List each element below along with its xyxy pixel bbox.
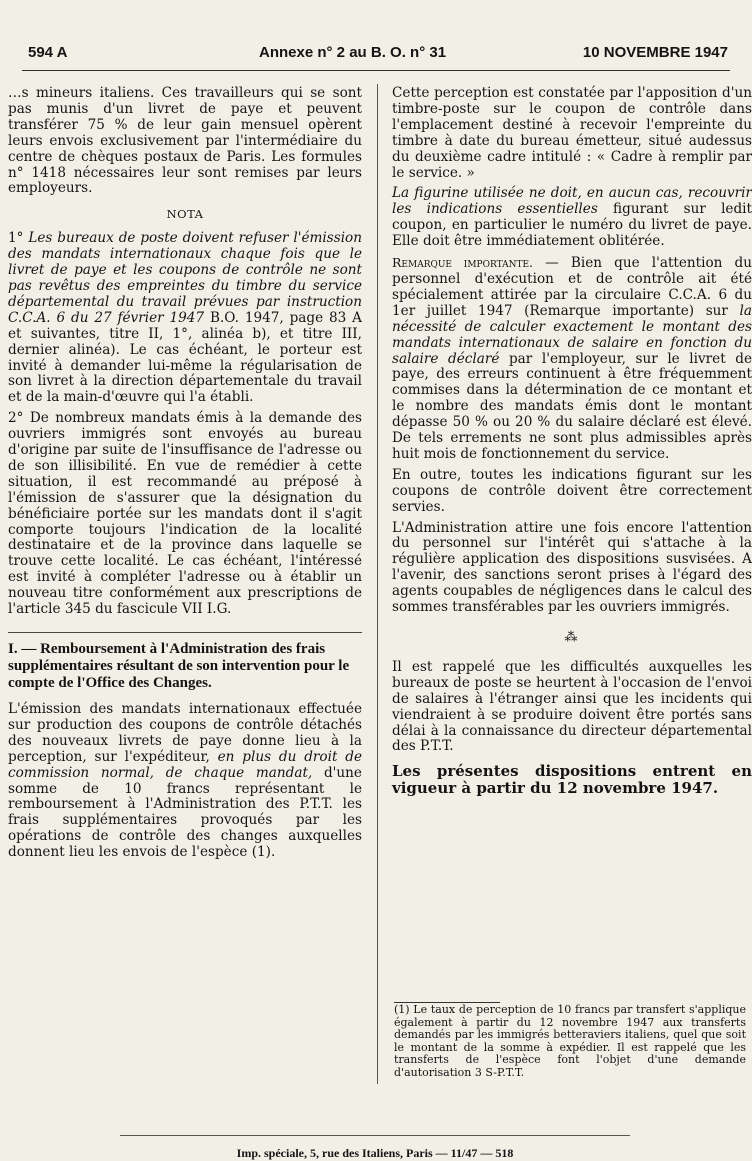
nota-heading: NOTA (166, 207, 204, 222)
reimbursement-paragraph (8, 702, 362, 861)
page-number: 594 A (28, 44, 68, 61)
column-divider (377, 84, 378, 1084)
footnote: (1) Le taux de perception de 10 francs par transfert s'applique également à partir du 12 novembre 1947 aux transferts demandés par les immigrés betteraviers italiens, quel que soit le montant de la somme à expédier. Il est rappelé que les transferts de l'espèce font l'objet d'une demande d'autorisation 3 S-P.T.T. (394, 1003, 746, 1079)
page-header (24, 44, 728, 68)
administration-paragraph: L'Administration attire une fois encore l'attention du personnel sur l'intérêt qui s'attache à la régulière application des dispositions susvisées. A l'avenir, des sanctions seront prises à l'égard des agents coupables de négligences dans le calcul des sommes transférables par les ouvriers immigrés. (392, 519, 752, 616)
difficulties-paragraph: Il est rappelé que les difficultés auxquelles les bureaux de poste se heurtent à l'occasion de l'envoi de salaires à l'étranger ainsi que les incidents qui viendraient à se produire doivent être portés sans délai à la connaissance du directeur départemental des P.T.T. (392, 658, 752, 755)
nota-item-2: 2° De nombreux mandats émis à la demande des ouvriers immigrés sont envoyés au bureau d'origine par suite de l'insuffisance de l'adresse ou de son illisibilité. En vue de remédier à cette situation, il est recommandé au préposé à l'émission de s'assurer que la désignation du bénéficiaire portée sur les mandats dont il s'agit comporte toujours l'indication de la localité destinataire et de la province dans laquelle se trouve cette localité. Le cas échéant, l'intéressé est invité à compléter l'adresse ou à établir un nouveau titre conformément aux prescriptions de l'article 345 du fascicule VII I.G. (8, 410, 362, 618)
coupons-paragraph: En outre, toutes les indications figurant sur les coupons de contrôle doivent être correctement servies. (392, 466, 752, 515)
remark-text-b: par l'employeur, sur le livret de paye, des erreurs continuent à être fréquemment commises dans la détermination de ce montant et le nombre des mandats émis dont le montant dépasse 50 % ou 20 % du salaire déclaré est élevé. De tels errements ne sont plus admissibles après huit mois de fonctionnement du service. (392, 350, 752, 462)
remark-italic: la nécessité de calculer exactement le montant des mandats internationaux de salaire en fonction du salaire déclaré (392, 302, 752, 367)
publication-date: 10 NOVEMBRE 1947 (582, 44, 728, 61)
reimbursement-italic: en plus du droit de commission normal, de chaque mandat, (8, 748, 363, 781)
stamp-warning-paragraph (392, 186, 752, 250)
intro-paragraph: …s mineurs italiens. Ces travailleurs qui se sont pas munis d'un livret de paye et peuvent transférer 75 % de leur gain mensuel opèrent leurs envois exclusivement par l'intermédiaire du centre de chèques postaux de Paris. Les formules n° 1418 nécessaires leur sont remises par leurs employeurs. (8, 85, 362, 197)
reimbursement-text-b: d'une somme de 10 francs représentant le remboursement à l'Administration des P.T.T. les frais supplémentaires provoqués par les opérations de contrôle des changes auxquelles donnent lieu les envois de l'espèce (1). (8, 764, 362, 861)
stamp-warning-italic: La figurine utilisée ne doit, en aucun cas, recouvrir les indications essentielles (392, 185, 752, 218)
remark-text-a: — Bien que l'attention du personnel d'exécution et de contrôle ait été spécialement attirée par la circulaire C.C.A. 6 du 1er juillet 1947 (Remarque importante) sur (392, 255, 752, 319)
header-rule (22, 70, 730, 71)
remark-paragraph (392, 255, 752, 463)
stamp-warning-text: figurant sur ledit coupon, en particulier le numéro du livret de paye. Elle doit être immédiatement oblitérée. (392, 201, 752, 250)
remark-label: Remarque importante. (392, 255, 534, 271)
asterism-separator: ⁂ (564, 630, 580, 645)
nota-item-1 (8, 231, 362, 406)
reimbursement-text-a: L'émission des mandats internationaux effectuée sur production des coupons de contrôle détachés des nouveaux livrets de paye donne lieu à la perception, sur l'expéditeur, (8, 701, 362, 765)
nota-item-1-italic: Les bureaux de poste doivent refuser l'émission des mandats internationaux chaque fois que le livret de paye et les coupons de contrôle ne sont pas revêtus des empreintes du timbre du service départemental du travail prévues par instruction C.C.A. 6 du 27 février 1947 (8, 230, 362, 326)
publication-reference: Annexe n° 2 au B. O. n° 31 (259, 44, 447, 61)
nota-item-1-text: B.O. 1947, page 83 A et suivantes, titre II, 1°, alinéa b), et titre III, dernier alinéa). Le cas échéant, le porteur est invité à demander lui-même la régularisation de son livret à la direction départementale du travail et de la main-d'œuvre qui l'a établi. (8, 309, 362, 406)
section-title: I. — Remboursement à l'Administration des frais supplémentaires résultant de son intervention pour le compte de l'Office des Changes. (8, 632, 362, 692)
printer-imprint: Imp. spéciale, 5, rue des Italiens, Paris — 11/47 — 518 (236, 1146, 514, 1160)
footer-rule (120, 1135, 630, 1136)
stamp-paragraph: Cette perception est constatée par l'apposition d'un timbre-poste sur le coupon de contrôle dans l'emplacement destiné à recevoir l'empreinte du timbre à date du bureau émetteur, situé audessus du deuxième cadre intitulé : « Cadre à remplir par le service. » (392, 85, 752, 181)
effective-date-paragraph: Les présentes dispositions entrent en vigueur à partir du 12 novembre 1947. (392, 762, 752, 798)
left-column (8, 86, 362, 866)
right-column (392, 86, 752, 802)
nota-item-1-number: 1° (8, 230, 24, 247)
